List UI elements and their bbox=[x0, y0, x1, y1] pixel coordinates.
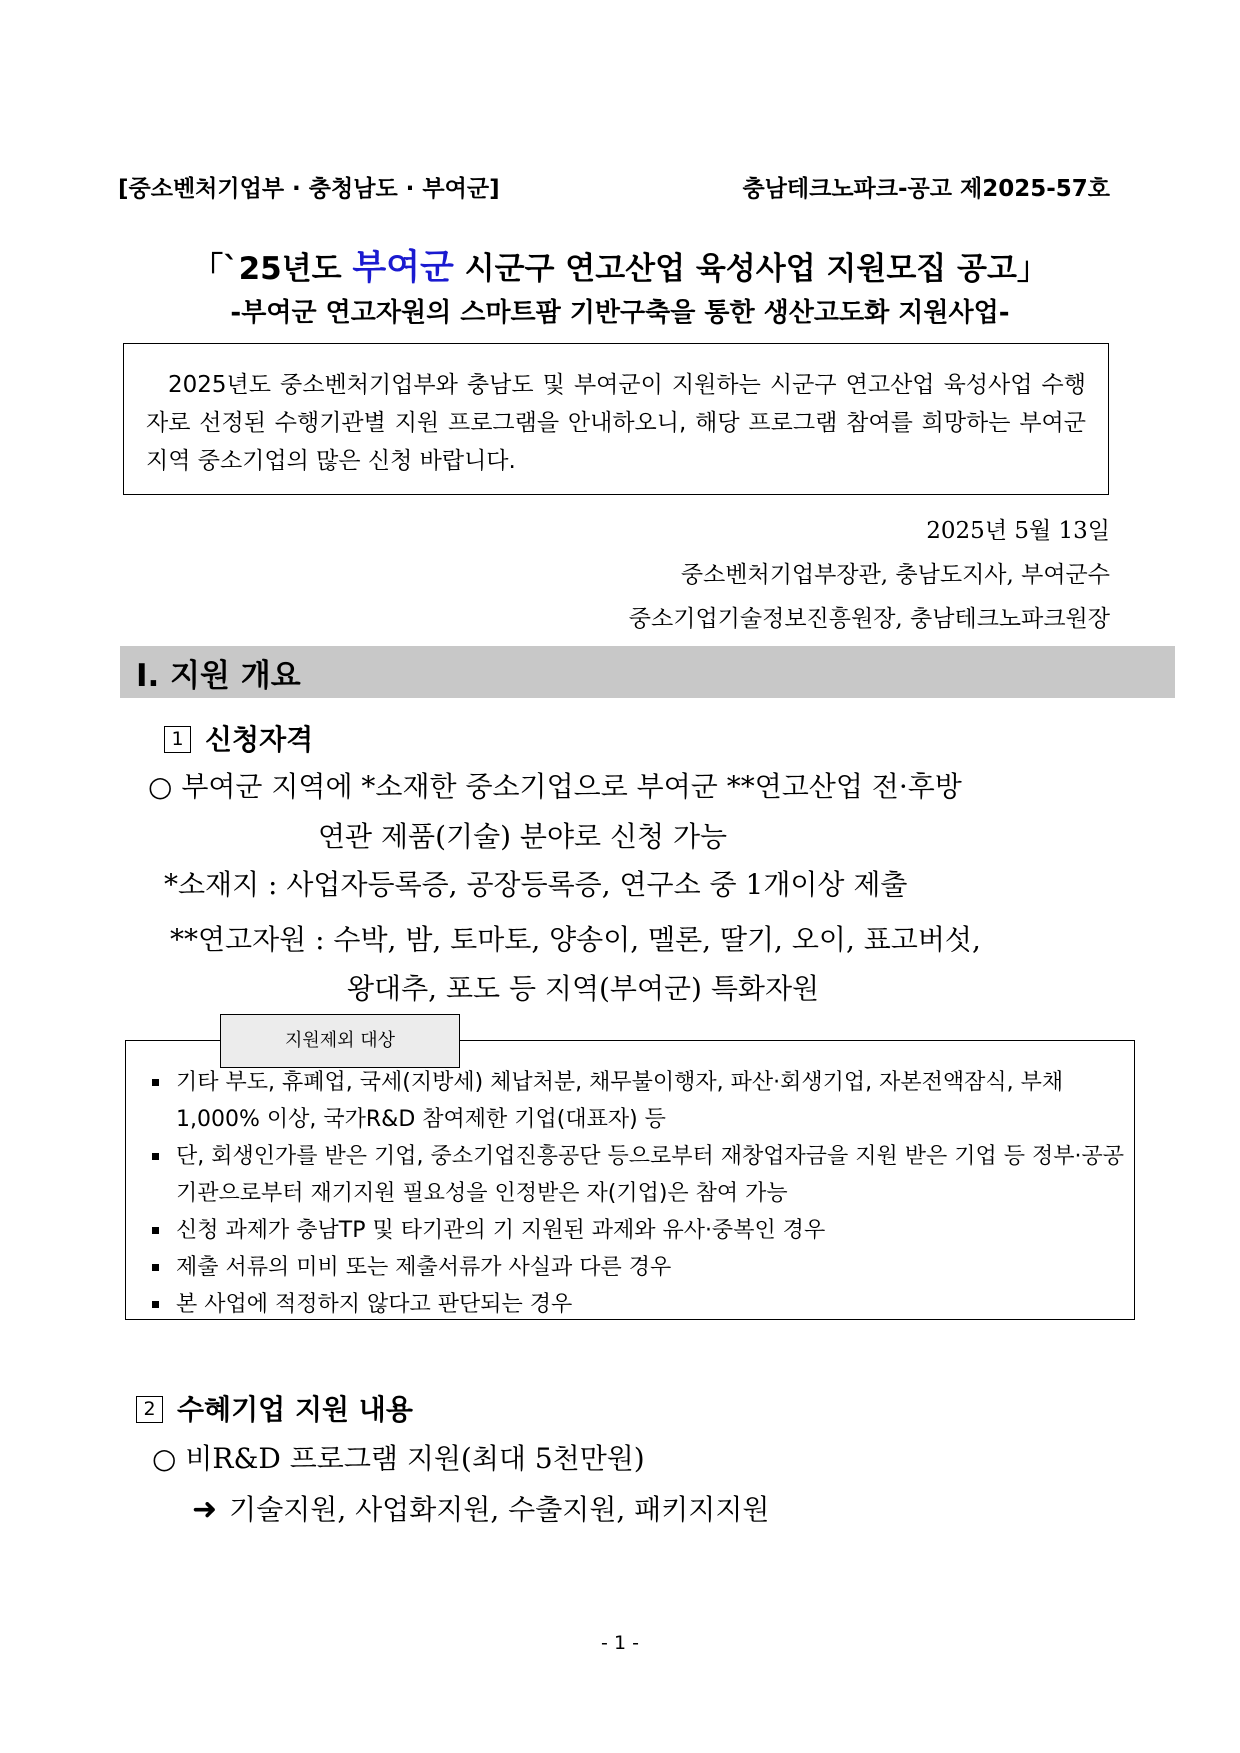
title-suffix: 시군구 연고산업 육성사업 지원모집 공고」 bbox=[453, 251, 1048, 287]
eligibility-heading bbox=[164, 718, 313, 758]
exclusion-item: 단, 회생인가를 받은 기업, 중소기업진흥공단 등으로부터 재창업자금을 지원 받은 기업 등 정부·공공기관으로부터 재기지원 필요성을 인정받은 자(기업)은 참여 가능 bbox=[150, 1138, 1126, 1212]
right-arrow-icon: ➜ bbox=[192, 1492, 218, 1527]
exclusion-label: 지원제외 대상 bbox=[220, 1014, 460, 1068]
document-title bbox=[0, 240, 1240, 290]
eligibility-line-1: ○ 부여군 지역에 *소재한 중소기업으로 부여군 **연고산업 전·후방 bbox=[148, 770, 962, 803]
exclusion-item: 기타 부도, 휴폐업, 국세(지방세) 체납처분, 채무불이행자, 파산·회생기업, 자본전액잠식, 부채 1,000% 이상, 국가R&D 참여제한 기업(대표자) 등 bbox=[150, 1064, 1126, 1138]
signatory-line-2: 중소기업기술정보진흥원장, 충남테크노파크원장 bbox=[628, 606, 1110, 632]
resource-note-line-1: **연고자원 : 수박, 밤, 토마토, 양송이, 멜론, 딸기, 오이, 표고버섯, bbox=[170, 923, 981, 956]
page-number: - 1 - bbox=[601, 1632, 639, 1654]
location-note: *소재지 : 사업자등록증, 공장등록증, 연구소 중 1개이상 제출 bbox=[164, 868, 908, 901]
signatory-line-1: 중소벤처기업부장관, 충남도지사, 부여군수 bbox=[680, 562, 1110, 588]
title-highlight: 부여군 bbox=[352, 248, 454, 288]
exclusion-item: 본 사업에 적정하지 않다고 판단되는 경우 bbox=[150, 1286, 1126, 1323]
notice-date: 2025년 5월 13일 bbox=[926, 518, 1110, 544]
document-subtitle: -부여군 연고자원의 스마트팜 기반구축을 통한 생산고도화 지원사업- bbox=[230, 298, 1010, 328]
intro-box bbox=[123, 343, 1109, 495]
section-title: Ⅰ. 지원 개요 bbox=[136, 658, 301, 694]
number-box: 1 bbox=[164, 726, 191, 753]
exclusion-item: 신청 과제가 충남TP 및 타기관의 기 지원된 과제와 유사·중복인 경우 bbox=[150, 1212, 1126, 1249]
title-prefix: 「`25년도 bbox=[192, 251, 353, 287]
eligibility-heading-text: 신청자격 bbox=[205, 723, 314, 756]
issuing-organizations: [중소벤처기업부 · 충청남도 · 부여군] bbox=[118, 176, 500, 202]
exclusion-item: 제출 서류의 미비 또는 제출서류가 사실과 다른 경우 bbox=[150, 1249, 1126, 1286]
benefit-programs-text: 기술지원, 사업화지원, 수출지원, 패키지지원 bbox=[229, 1493, 770, 1526]
resource-note-line-2: 왕대추, 포도 등 지역(부여군) 특화자원 bbox=[347, 972, 820, 1005]
exclusion-list bbox=[150, 1064, 1126, 1323]
number-box: 2 bbox=[136, 1396, 163, 1423]
benefit-heading bbox=[136, 1388, 413, 1428]
notice-number: 충남테크노파크-공고 제2025-57호 bbox=[742, 176, 1110, 202]
eligibility-line-2: 연관 제품(기술) 분야로 신청 가능 bbox=[318, 820, 728, 853]
benefit-line: ○ 비R&D 프로그램 지원(최대 5천만원) bbox=[152, 1442, 645, 1475]
benefit-programs bbox=[192, 1488, 769, 1528]
intro-text: 2025년도 중소벤처기업부와 충남도 및 부여군이 지원하는 시군구 연고산업 육성사업 수행자로 선정된 수행기관별 지원 프로그램을 안내하오니, 해당 프로그램 참여를 희망하는 부여군 지역 중소기업의 많은 신청 바랍니다. bbox=[146, 372, 1086, 474]
benefit-heading-text: 수혜기업 지원 내용 bbox=[177, 1393, 413, 1426]
